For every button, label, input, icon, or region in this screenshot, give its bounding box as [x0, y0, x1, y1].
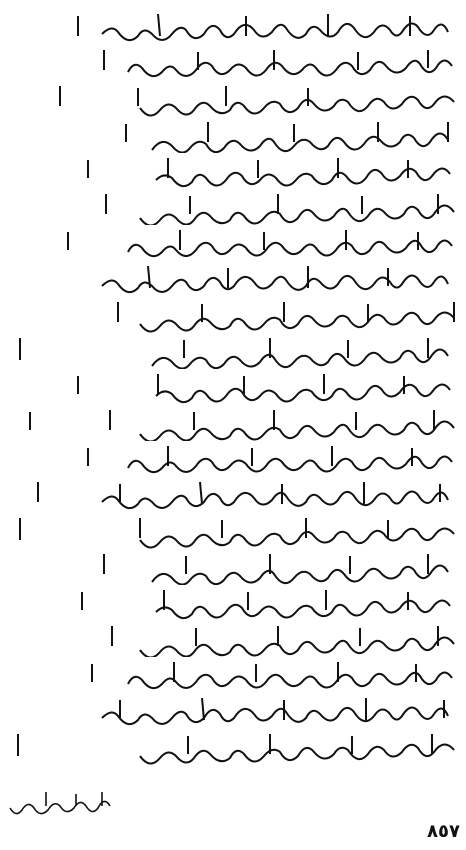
manuscript-line-18 — [8, 620, 458, 657]
handwriting-strokes — [8, 728, 458, 765]
handwriting-strokes — [8, 296, 458, 333]
marginal-note — [6, 788, 116, 818]
manuscript-line-6 — [8, 188, 458, 225]
page-number: ٨٥٧ — [427, 821, 460, 842]
manuscript-line-9 — [8, 296, 458, 333]
handwriting-strokes — [8, 260, 458, 297]
manuscript-line-2 — [8, 44, 458, 81]
manuscript-line-17 — [8, 584, 458, 621]
handwriting-strokes — [8, 368, 458, 405]
manuscript-line-13 — [8, 440, 458, 477]
handwriting-strokes — [8, 116, 458, 153]
manuscript-line-11 — [8, 368, 458, 405]
manuscript-line-19 — [8, 656, 458, 693]
handwriting-strokes — [8, 224, 458, 261]
handwriting-strokes — [8, 44, 458, 81]
handwriting-strokes — [8, 512, 458, 549]
handwriting-strokes — [8, 440, 458, 477]
handwriting-strokes — [8, 152, 458, 189]
manuscript-line-12 — [8, 404, 458, 441]
manuscript-line-5 — [8, 152, 458, 189]
manuscript-line-15 — [8, 512, 458, 549]
handwriting-strokes — [8, 8, 458, 45]
handwriting-strokes — [8, 476, 458, 513]
handwriting-strokes — [8, 692, 458, 729]
manuscript-line-16 — [8, 548, 458, 585]
manuscript-text-block — [8, 8, 458, 780]
manuscript-line-14 — [8, 476, 458, 513]
manuscript-line-7 — [8, 224, 458, 261]
manuscript-line-3 — [8, 80, 458, 117]
manuscript-line-20 — [8, 692, 458, 729]
handwriting-strokes — [8, 80, 458, 117]
handwriting-strokes — [8, 188, 458, 225]
handwriting-strokes — [8, 656, 458, 693]
handwriting-strokes — [8, 548, 458, 585]
handwriting-strokes — [8, 620, 458, 657]
manuscript-line-21 — [8, 728, 458, 765]
manuscript-line-10 — [8, 332, 458, 369]
handwriting-strokes — [8, 332, 458, 369]
marginal-note-strokes — [6, 788, 116, 818]
manuscript-line-8 — [8, 260, 458, 297]
handwriting-strokes — [8, 584, 458, 621]
manuscript-line-4 — [8, 116, 458, 153]
handwriting-strokes — [8, 404, 458, 441]
manuscript-line-1 — [8, 8, 458, 45]
